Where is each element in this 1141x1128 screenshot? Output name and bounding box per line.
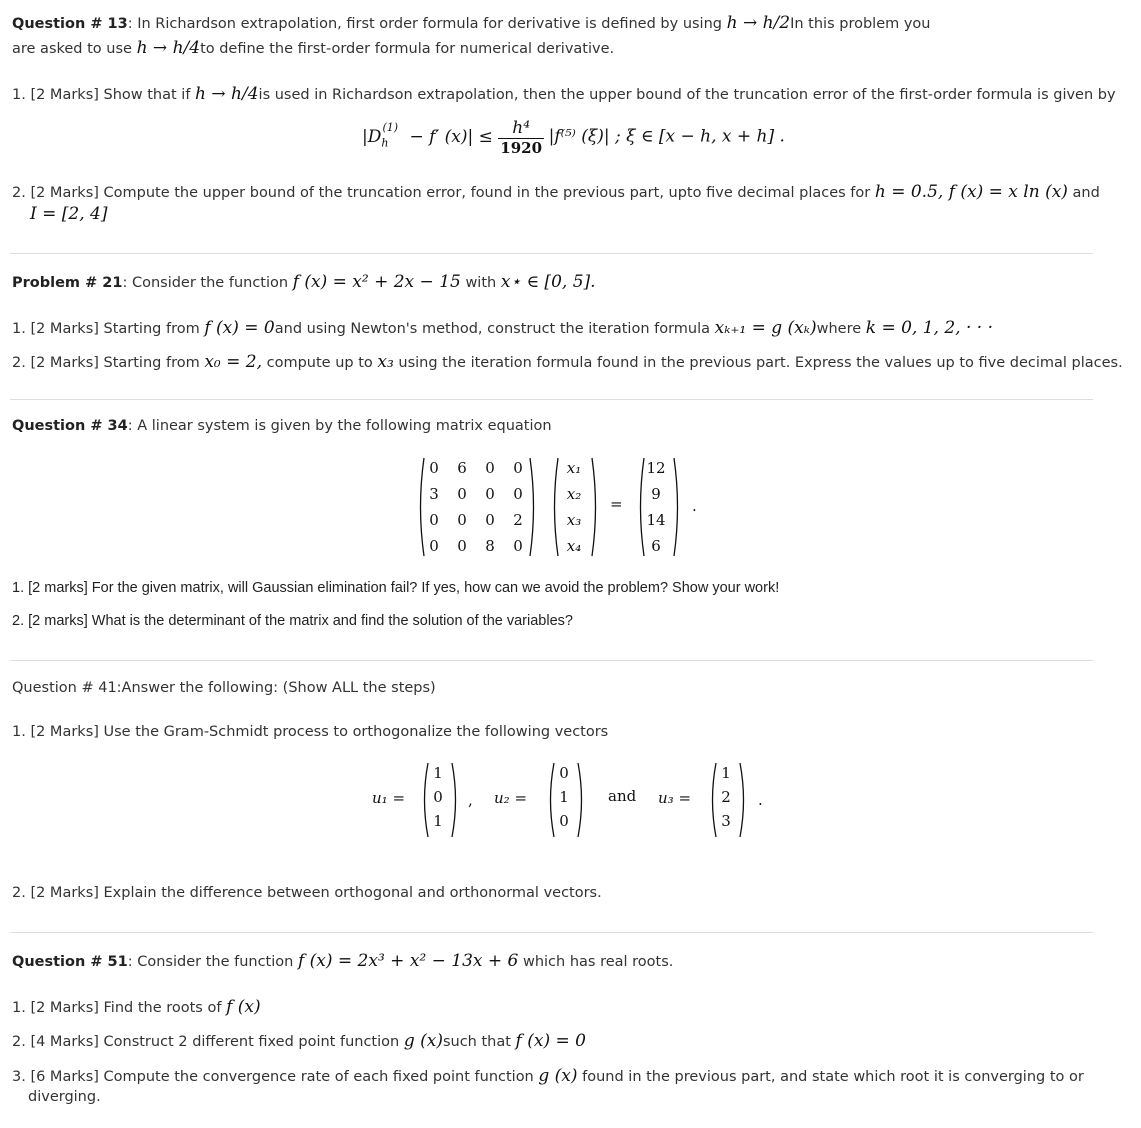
- matrix-cell: 0: [429, 459, 439, 477]
- q51-part3-cont: diverging.: [28, 1089, 101, 1105]
- matrix-cell: 0: [457, 485, 467, 503]
- comma: ,: [468, 791, 473, 809]
- u1-cell: 0: [433, 788, 443, 806]
- matrix-cell: 0: [513, 459, 523, 477]
- u2-cell: 0: [559, 812, 569, 830]
- matrix-cell: 8: [485, 537, 495, 555]
- q34-heading: Question # 34: [12, 418, 128, 434]
- variable-cell: x₁: [566, 459, 582, 477]
- matrix-cell: 0: [513, 485, 523, 503]
- q34-intro: Question # 34: A linear system is given by the following matrix equation: [12, 418, 552, 434]
- variable-cell: x₄: [566, 537, 582, 555]
- u3-cell: 3: [721, 812, 731, 830]
- u2-cell: 0: [559, 764, 569, 782]
- variable-cell: x₂: [566, 485, 582, 503]
- right-paren: [672, 457, 682, 557]
- divider: [10, 253, 1093, 254]
- u3-label: u₃ =: [658, 789, 692, 807]
- left-paren: [550, 457, 560, 557]
- q13-part2: 2. [2 Marks] Compute the upper bound of the truncation error, found in the previous part, upto five decimal places for h = 0.5, f (x) = x ln (x) and: [12, 182, 1100, 202]
- right-paren: [528, 457, 538, 557]
- u2-cell: 1: [559, 788, 569, 806]
- matrix-cell: 6: [457, 459, 467, 477]
- matrix-cell: 0: [485, 459, 495, 477]
- matrix-cell: 3: [429, 485, 439, 503]
- q34-part1: 1. [2 marks] For the given matrix, will Gaussian elimination fail? If yes, how can we avoid the problem? Show your work!: [12, 580, 780, 596]
- right-paren: [590, 457, 600, 557]
- q13-interval: I = [2, 4]: [30, 204, 108, 224]
- matrix-cell: 0: [457, 537, 467, 555]
- rhs-cell: 6: [651, 537, 661, 555]
- q51-part3: 3. [6 Marks] Compute the convergence rate of each fixed point function g (x) found in the previous part, and state which root it is converging to or: [12, 1066, 1084, 1086]
- p21-part1: 1. [2 Marks] Starting from f (x) = 0and using Newton's method, construct the iteration formula xₖ₊₁ = g (xₖ)where k = 0, 1, 2, · · ·: [12, 318, 994, 338]
- q13-intro-line2: are asked to use h → h/4to define the first-order formula for numerical derivative.: [12, 38, 615, 58]
- equals-sign: =: [610, 495, 623, 513]
- right-paren: [738, 762, 748, 838]
- period: .: [758, 791, 763, 809]
- right-paren: [576, 762, 586, 838]
- matrix-cell: 0: [485, 511, 495, 529]
- divider: [10, 660, 1093, 661]
- q34-part2: 2. [2 marks] What is the determinant of the matrix and find the solution of the variables?: [12, 613, 573, 629]
- matrix-cell: 0: [429, 511, 439, 529]
- q41-part2: 2. [2 Marks] Explain the difference between orthogonal and orthonormal vectors.: [12, 885, 602, 901]
- q51-part2: 2. [4 Marks] Construct 2 different fixed point function g (x)such that f (x) = 0: [12, 1031, 586, 1051]
- matrix-cell: 0: [485, 485, 495, 503]
- rhs-cell: 12: [646, 459, 666, 477]
- period: .: [692, 497, 697, 515]
- p21-intro: Problem # 21: Consider the function f (x) = x² + 2x − 15 with x⋆ ∈ [0, 5].: [12, 272, 596, 292]
- q41-part1: 1. [2 Marks] Use the Gram-Schmidt process to orthogonalize the following vectors: [12, 724, 609, 740]
- u3-cell: 1: [721, 764, 731, 782]
- divider: [10, 932, 1093, 933]
- matrix-cell: 2: [513, 511, 523, 529]
- q41-heading: Question # 41:Answer the following: (Show ALL the steps): [12, 680, 436, 696]
- u2-label: u₂ =: [494, 789, 528, 807]
- rhs-cell: 14: [646, 511, 666, 529]
- q13-heading: Question # 13: [12, 16, 128, 32]
- q51-intro: Question # 51: Consider the function f (x) = 2x³ + x² − 13x + 6 which has real roots.: [12, 951, 674, 971]
- u1-label: u₁ =: [372, 789, 406, 807]
- right-paren: [450, 762, 460, 838]
- rhs-cell: 9: [651, 485, 661, 503]
- matrix-cell: 0: [457, 511, 467, 529]
- u1-cell: 1: [433, 764, 443, 782]
- and-word: and: [608, 787, 637, 805]
- divider: [10, 399, 1093, 400]
- matrix-cell: 0: [513, 537, 523, 555]
- q51-heading: Question # 51: [12, 954, 128, 970]
- q13-formula: $|D_h^{(1)} - f'$ (x)| ≤ $\frac{\text{h⁴}}{1920}$ |f⁽⁵⁾ (ξ)| ; ξ ∈ [x − h, x + h] .: [362, 118, 785, 157]
- q13-part1: 1. [2 Marks] Show that if h → h/4is used in Richardson extrapolation, then the upper bound of the truncation error of the first-order formula is given by: [12, 84, 1116, 104]
- q13-intro-line1: Question # 13: In Richardson extrapolation, first order formula for derivative is defined by using h → h/2In this problem you: [12, 13, 931, 33]
- q51-part1: 1. [2 Marks] Find the roots of f (x): [12, 997, 261, 1017]
- matrix-cell: 0: [429, 537, 439, 555]
- p21-heading: Problem # 21: [12, 275, 123, 291]
- u1-cell: 1: [433, 812, 443, 830]
- variable-cell: x₃: [566, 511, 582, 529]
- p21-part2: 2. [2 Marks] Starting from x₀ = 2, compute up to x₃ using the iteration formula found in the previous part. Express the values up to five decimal places.: [12, 352, 1123, 372]
- u3-cell: 2: [721, 788, 731, 806]
